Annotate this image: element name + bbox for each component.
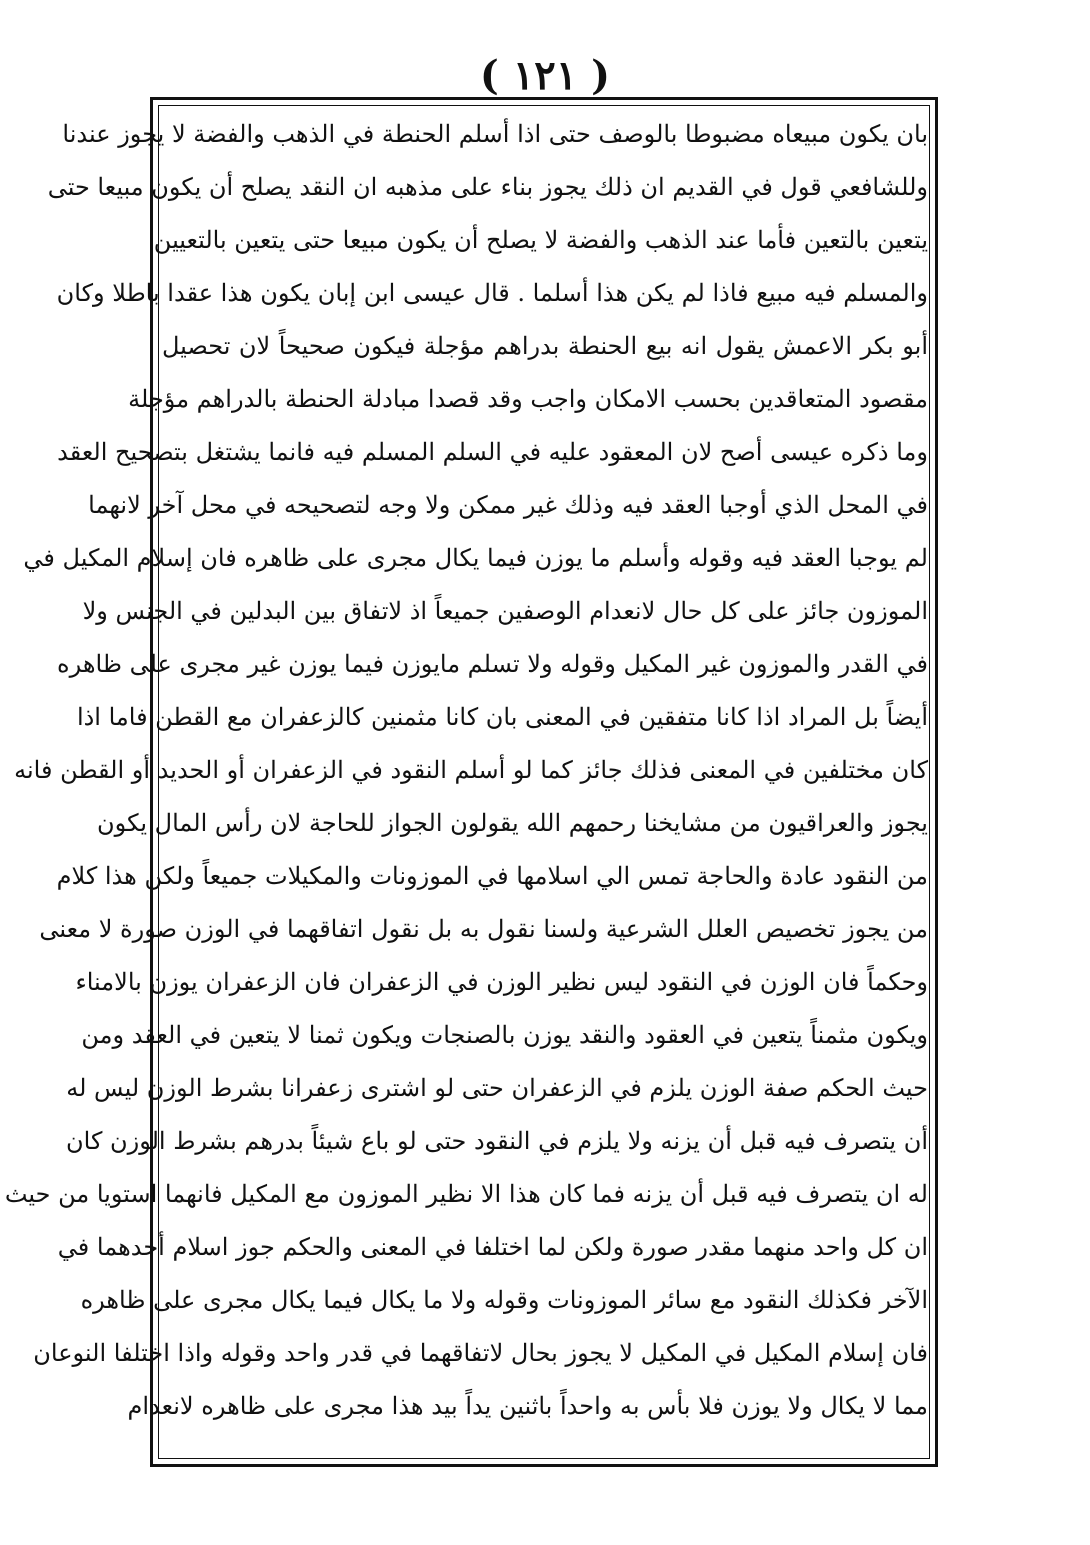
text-line: ويكون مثمناً يتعين في العقود والنقد يوزن بالصنجات ويكون ثمنا لا يتعين في العقد ومن bbox=[81, 1021, 928, 1049]
text-line: مقصود المتعاقدين بحسب الامكان واجب وقد قصدا مبادلة الحنطة بالدراهم مؤجلة bbox=[128, 385, 928, 413]
text-line: في المحل الذي أوجبا العقد فيه وذلك غير ممكن ولا وجه لتصحيحه في محل آخر لانهما bbox=[88, 491, 928, 519]
text-line: بان يكون مبيعاه مضبوطا بالوصف حتى اذا أسلم الحنطة في الذهب والفضة لا يجوز عندنا bbox=[62, 120, 928, 148]
text-line: وما ذكره عيسى أصح لان المعقود عليه في السلم المسلم فيه فانما يشتغل بتصحيح العقد bbox=[57, 438, 928, 466]
text-line: يجوز والعراقيون من مشايخنا رحمهم الله يقولون الجواز للحاجة لان رأس المال يكون bbox=[97, 809, 928, 837]
text-line: الموزون جائز على كل حال لانعدام الوصفين جميعاً اذ لاتفاق بين البدلين في الجنس ولا bbox=[82, 597, 928, 625]
text-line: وحكماً فان الوزن في النقود ليس نظير الوزن في الزعفران فان الزعفران يوزن بالامناء bbox=[75, 968, 928, 996]
page-number: ( ١٢١ ) bbox=[479, 52, 611, 99]
text-line: كان مختلفين في المعنى فذلك جائز كما لو أسلم النقود في الزعفران أو الحديد أو القطن فانه bbox=[14, 756, 928, 784]
text-line: أبو بكر الاعمش يقول انه بيع الحنطة بدراهم مؤجلة فيكون صحيحاً لان تحصيل bbox=[162, 332, 928, 360]
text-line: أيضاً بل المراد اذا كانا متفقين في المعنى بان كانا مثمنين كالزعفران مع القطن فاما اذا bbox=[76, 703, 928, 731]
text-line: من يجوز تخصيص العلل الشرعية ولسنا نقول به بل نقول اتفاقهما في الوزن صورة لا معنى bbox=[39, 915, 928, 943]
text-line: له ان يتصرف فيه قبل أن يزنه فما كان هذا الا نظير الموزون مع المكيل فانهما استويا من حيث bbox=[4, 1180, 928, 1208]
text-line: وللشافعي قول في القديم ان ذلك يجوز بناء على مذهبه ان النقد يصلح أن يكون مبيعا حتى bbox=[47, 173, 928, 201]
text-line: لم يوجبا العقد فيه وقوله وأسلم ما يوزن فيما يكال مجرى على ظاهره فان إسلام المكيل في bbox=[23, 544, 928, 572]
text-line: أن يتصرف فيه قبل أن يزنه ولا يلزم في النقود حتى لو باع شيئاً بدرهم بشرط الوزن كان bbox=[66, 1127, 928, 1155]
text-line: ان كل واحد منهما مقدر صورة ولكن لما اختلفا في المعنى والحكم جوز اسلام أحدهما في bbox=[57, 1233, 928, 1261]
text-line: من النقود عادة والحاجة تمس الي اسلامها في الموزونات والمكيلات جميعاً ولكن هذا كلام bbox=[56, 862, 928, 890]
text-line: يتعين بالتعين فأما عند الذهب والفضة لا يصلح أن يكون مبيعا حتى يتعين بالتعيين bbox=[153, 226, 928, 254]
text-body bbox=[4, 108, 930, 1458]
text-line: في القدر والموزون غير المكيل وقوله ولا تسلم مايوزن فيما يوزن غير مجرى على ظاهره bbox=[57, 650, 928, 678]
text-line: حيث الحكم صفة الوزن يلزم في الزعفران حتى لو اشترى زعفرانا بشرط الوزن ليس له bbox=[66, 1074, 928, 1102]
text-line: فان إسلام المكيل في المكيل لا يجوز بحال لاتفاقهما في قدر واحد وقوله واذا اختلفا النوعان bbox=[33, 1339, 928, 1367]
text-line: مما لا يكال ولا يوزن فلا بأس به واحداً باثنين يداً بيد هذا مجرى على ظاهره لانعدام bbox=[127, 1392, 928, 1420]
text-line: والمسلم فيه مبيع فاذا لم يكن هذا أسلما . قال عيسى ابن إبان يكون هذا عقدا باطلا وكان bbox=[56, 279, 928, 307]
text-line: الآخر فكذلك النقود مع سائر الموزونات وقوله ولا ما يكال فيما يكال مجرى على ظاهره bbox=[80, 1286, 928, 1314]
